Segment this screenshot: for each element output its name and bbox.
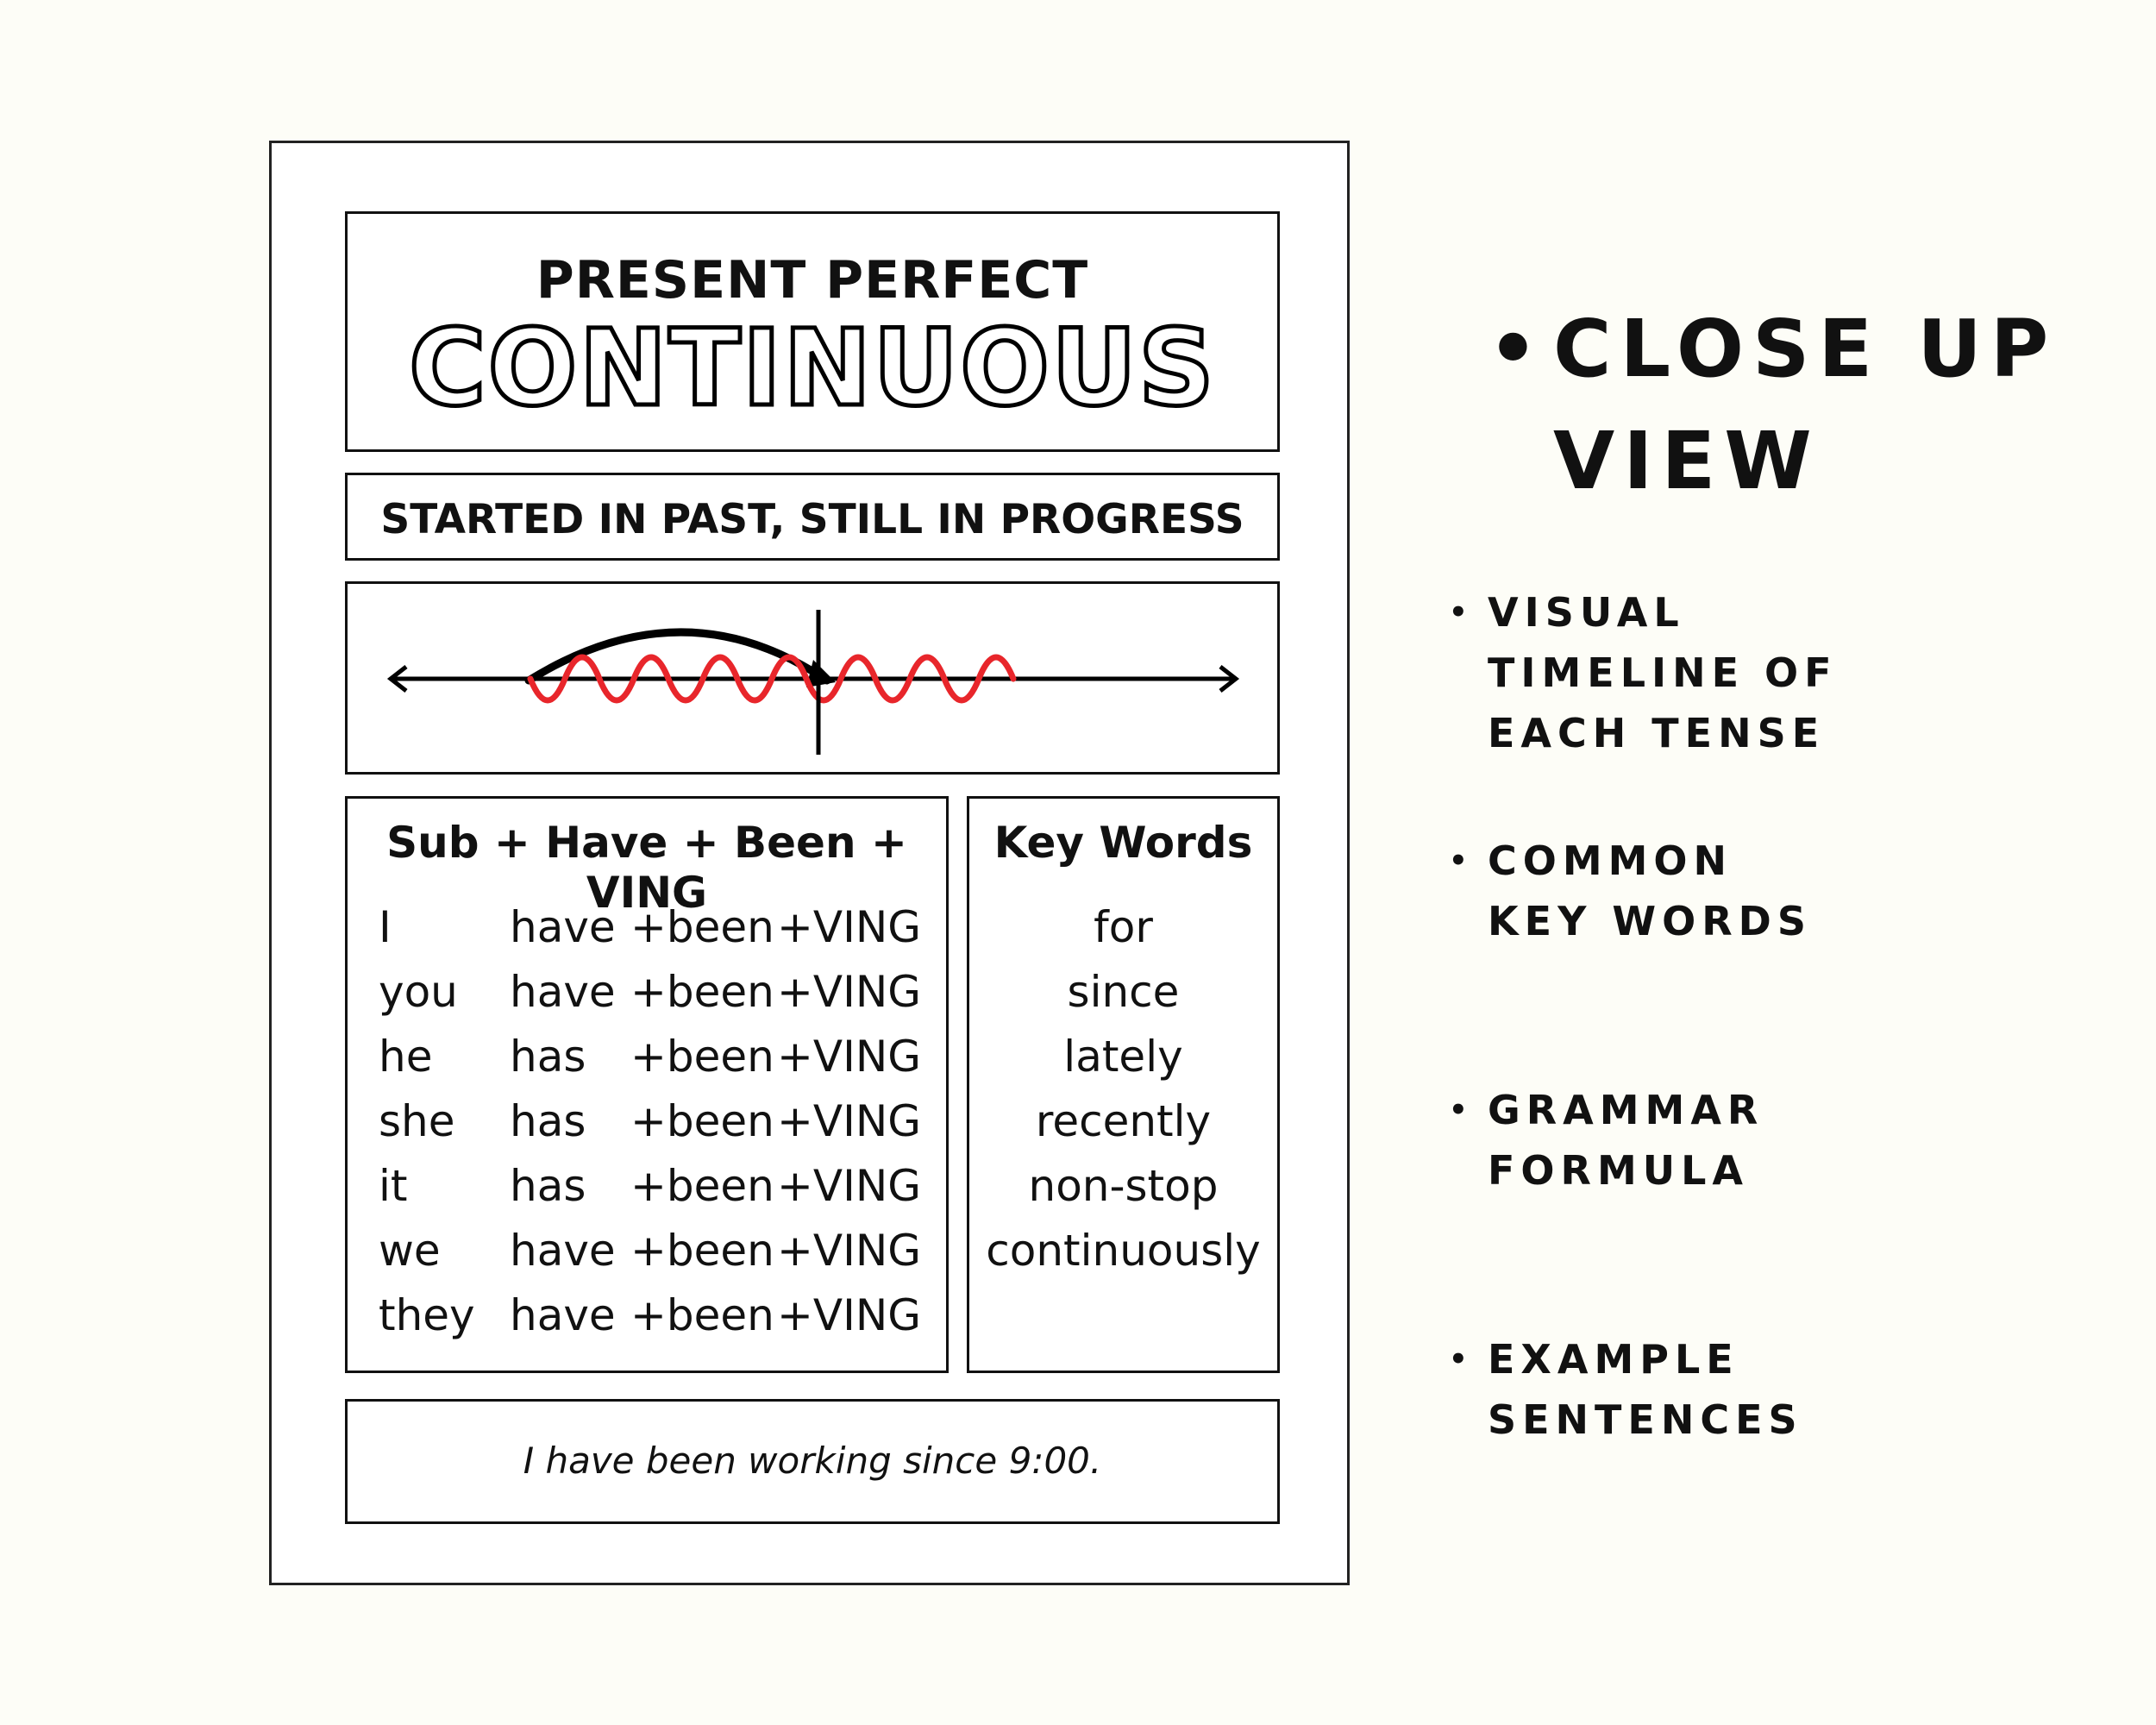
conjugation-row [379,1219,931,1283]
timeline-panel [345,581,1280,775]
conjugation-row [379,895,931,960]
ving: +VING [777,1226,921,1276]
keywords-list [969,895,1277,1283]
bullet-icon: • [1449,1093,1474,1127]
been: +been [630,1161,774,1211]
close-up-title-line2: VIEW [1553,415,1821,507]
ving: +VING [777,1290,921,1340]
auxiliary: has [510,1096,586,1146]
title-top: PRESENT PERFECT [536,250,1089,310]
auxiliary: have [510,1290,616,1340]
been: +been [630,1226,774,1276]
feature-line: EACH TENSE [1488,710,1826,756]
feature-line: TIMELINE OF [1488,649,1838,696]
keyword: continuously [986,1226,1261,1276]
subject: we [379,1226,441,1276]
been: +been [630,1096,774,1146]
keyword: non-stop [1028,1161,1219,1211]
feature-line: FORMULA [1488,1147,1749,1194]
ving: +VING [777,902,921,952]
keyword: lately [1063,1032,1183,1082]
formula-heading: Sub + Have + Been + VING [386,818,907,918]
feature-timeline [1449,582,1838,763]
subtitle-panel [345,473,1280,561]
feature-line: COMMON [1488,837,1733,884]
title-panel [345,211,1280,452]
close-up-title-line1: CLOSE UP [1553,303,2058,395]
keywords-panel [967,796,1280,1373]
subject: you [379,967,458,1017]
keywords-heading: Key Words [993,818,1253,868]
conjugation-row [379,960,931,1025]
feature-line: VISUAL [1488,589,1685,636]
ving: +VING [777,1096,921,1146]
feature-line: SENTENCES [1488,1396,1803,1443]
worksheet-page [269,141,1350,1585]
conjugation-row [379,1283,931,1348]
bullet-icon: • [1449,1342,1474,1377]
bullet-icon: • [1449,595,1474,630]
been: +been [630,1032,774,1082]
auxiliary: have [510,967,616,1017]
conjugation-table [379,895,931,1348]
bullet-icon: • [1449,844,1474,878]
auxiliary: have [510,902,616,952]
feature-line: KEY WORDS [1488,898,1812,944]
timeline-diagram [348,584,1277,772]
feature-key-words [1449,831,1812,951]
feature-examples [1449,1329,1803,1450]
ving: +VING [777,1161,921,1211]
title-main: CONTINUOUS [409,307,1216,430]
conjugation-row [379,1089,931,1154]
conjugation-row [379,1025,931,1089]
ving: +VING [777,1032,921,1082]
subject: they [379,1290,475,1340]
keyword: for [1094,902,1153,952]
subject: it [379,1161,408,1211]
subject: I [379,902,392,952]
example-panel [345,1399,1280,1524]
conjugation-row [379,1154,931,1219]
auxiliary: has [510,1161,586,1211]
subject: she [379,1096,455,1146]
feature-formula [1449,1080,1764,1201]
subject: he [379,1032,433,1082]
been: +been [630,902,774,952]
been: +been [630,1290,774,1340]
auxiliary: has [510,1032,586,1082]
close-up-title [1488,293,2057,518]
formula-panel [345,796,949,1373]
been: +been [630,967,774,1017]
bullet-icon: • [1488,303,1547,395]
keyword: since [1067,967,1180,1017]
past-start-arc [529,632,827,681]
keyword: recently [1035,1096,1212,1146]
subtitle: STARTED IN PAST, STILL IN PROGRESS [380,496,1244,543]
auxiliary: have [510,1226,616,1276]
example-sentence: I have been working since 9:00. [523,1440,1102,1482]
ving: +VING [777,967,921,1017]
feature-line: EXAMPLE [1488,1336,1739,1383]
feature-line: GRAMMAR [1488,1087,1764,1133]
